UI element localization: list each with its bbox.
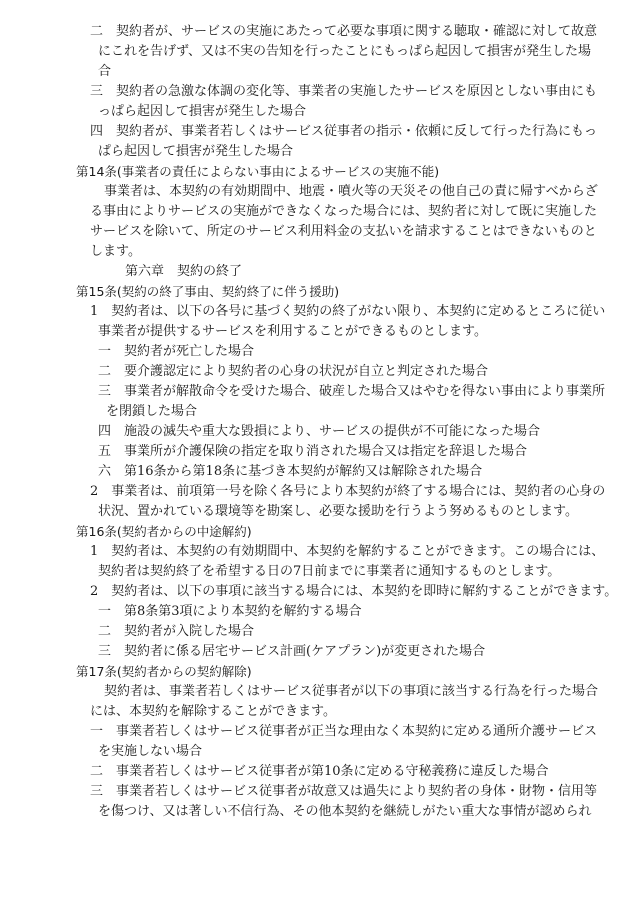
article-15-item-6: 六 第16条から第18条に基づき本契約が解約又は解除された場合: [98, 464, 483, 479]
article-15-item-5: 五 事業所が介護保険の指定を取り消された場合又は指定を辞退した場合: [98, 444, 528, 459]
article-17-item-3-line-2: を傷つけ、又は著しい不信行為、その他本契約を継続しがたい重大な事情が認められ: [98, 804, 592, 819]
item-3-line-1: 三 契約者の急激な体調の変化等、事業者の実施したサービスを原因としない事由にも: [90, 84, 598, 99]
article-17-heading: 第17条(契約者からの契約解除): [76, 664, 252, 679]
item-4-line-2: ぱら起因して損害が発生した場合: [98, 144, 294, 159]
article-16-para-2: 2 契約者は、以下の事項に該当する場合には、本契約を即時に解約することができます。: [90, 584, 618, 599]
article-16-item-1: 一 第8条第3項により本契約を解約する場合: [98, 604, 362, 619]
article-15-para-1-line-2: 事業者が提供するサービスを利用することができるものとします。: [98, 324, 487, 339]
article-14-line-1: 事業者は、本契約の有効期間中、地震・噴火等の天災その他自己の責に帰すべからざ: [104, 184, 598, 199]
article-15-para-2-line-2: 状況、置かれている環境等を勘案し、必要な援助を行うよう努めるものとします。: [98, 504, 578, 519]
article-16-heading: 第16条(契約者からの中途解約): [76, 524, 252, 539]
article-15-item-3-line-2: を閉鎖した場合: [106, 404, 198, 419]
article-15-item-2: 二 要介護認定により契約者の心身の状況が自立と判定された場合: [98, 364, 489, 379]
article-15-para-1-line-1: 1 契約者は、以下の各号に基づく契約の終了がない限り、本契約に定めるところに従い: [90, 304, 606, 319]
item-3-line-2: っぱら起因して損害が発生した場合: [98, 104, 307, 119]
article-16-item-3: 三 契約者に係る居宅サービス計画(ケアプラン)が変更された場合: [98, 644, 486, 659]
item-4-line-1: 四 契約者が、事業者若しくはサービス従事者の指示・依頼に反して行った行為にもっ: [90, 124, 598, 139]
chapter-6-heading: 第六章 契約の終了: [125, 264, 243, 279]
article-17-line-1: 契約者は、事業者若しくはサービス従事者が以下の事項に該当する行為を行った場合: [104, 684, 599, 699]
article-16-para-1-line-1: 1 契約者は、本契約の有効期間中、本契約を解約することができます。この場合には、: [90, 544, 605, 559]
article-15-item-1: 一 契約者が死亡した場合: [98, 344, 255, 359]
item-2-line-3: 合: [98, 64, 112, 79]
article-17-item-3-line-1: 三 事業者若しくはサービス従事者が故意又は過失により契約者の身体・財物・信用等: [90, 784, 598, 799]
article-14-line-2: る事由によりサービスの実施ができなくなった場合には、契約者に対して既に実施した: [90, 204, 598, 219]
article-17-item-1-line-1: 一 事業者若しくはサービス従事者が正当な理由なく本契約に定める通所介護サービス: [90, 724, 598, 739]
item-2-line-1: 二 契約者が、サービスの実施にあたって必要な事項に関する聴取・確認に対して故意: [90, 24, 598, 39]
article-14-line-4: します。: [90, 244, 141, 259]
article-17-item-1-line-2: を実施しない場合: [98, 744, 203, 759]
article-15-item-4: 四 施設の滅失や重大な毀損により、サービスの提供が不可能になった場合: [98, 424, 541, 439]
article-17-item-2: 二 事業者若しくはサービス従事者が第10条に定める守秘義務に違反した場合: [90, 764, 549, 779]
article-15-heading: 第15条(契約の終了事由、契約終了に伴う援助): [76, 284, 340, 299]
article-14-heading: 第14条(事業者の責任によらない事由によるサービスの実施不能): [76, 164, 440, 179]
article-17-line-2: には、本契約を解除することができます。: [90, 704, 336, 719]
article-14-line-3: サービスを除いて、所定のサービス利用料金の支払いを請求することはできないものと: [90, 224, 597, 239]
article-15-item-3-line-1: 三 事業者が解散命令を受けた場合、破産した場合又はやむを得ない事由により事業所: [98, 384, 606, 399]
item-2-line-2: にこれを告げず、又は不実の告知を行ったことにもっぱら起因して損害が発生した場: [98, 44, 591, 59]
article-15-para-2-line-1: 2 事業者は、前項第一号を除く各号により本契約が終了する場合には、契約者の心身の: [90, 484, 606, 499]
article-16-item-2: 二 契約者が入院した場合: [98, 624, 255, 639]
article-16-para-1-line-2: 契約者は契約終了を希望する日の7日前までに事業者に通知するものとします。: [98, 564, 561, 579]
